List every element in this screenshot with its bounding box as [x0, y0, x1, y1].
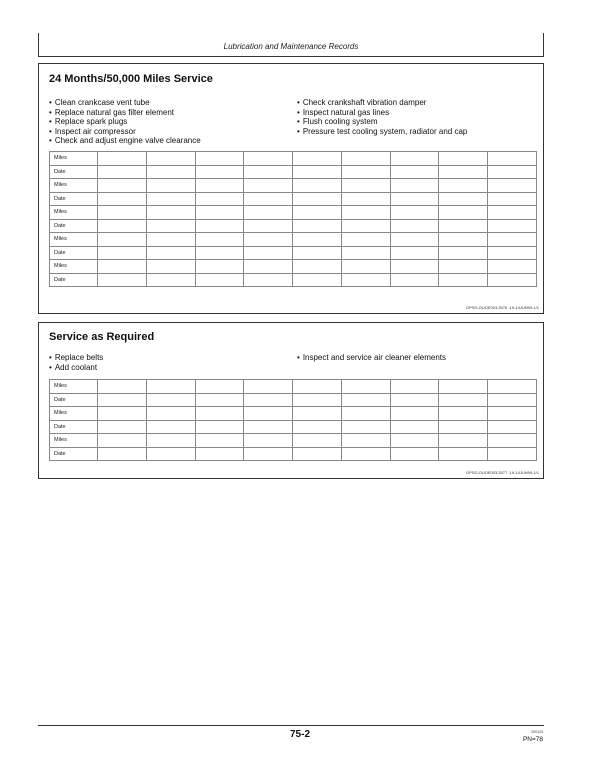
task-list-left [49, 353, 103, 372]
record-entry-cell [488, 192, 537, 206]
task-list-right [297, 98, 467, 136]
document-reference: DPSG,OUOE003,3577 -19-14JUN99-1/1 [466, 470, 539, 475]
record-entry-cell [98, 434, 147, 448]
record-entry-cell [244, 393, 293, 407]
record-entry-cell [195, 179, 244, 193]
record-entry-cell [390, 219, 439, 233]
record-entry-cell [341, 260, 390, 274]
record-entry-cell [488, 260, 537, 274]
record-entry-cell [488, 434, 537, 448]
record-entry-cell [390, 152, 439, 166]
page-header [38, 33, 544, 57]
record-entry-cell [293, 260, 342, 274]
record-entry-cell [390, 260, 439, 274]
task-list-right [297, 353, 446, 363]
record-entry-cell [293, 380, 342, 394]
record-entry-cell [98, 233, 147, 247]
row-label: Miles [50, 434, 98, 448]
record-entry-cell [195, 246, 244, 260]
record-entry-cell [439, 192, 488, 206]
record-entry-cell [390, 420, 439, 434]
record-entry-cell [341, 434, 390, 448]
service-section-as-required [38, 322, 544, 479]
table-row [50, 179, 537, 193]
footer-pn: PN=78 [522, 736, 543, 743]
record-entry-cell [341, 420, 390, 434]
record-entry-cell [488, 179, 537, 193]
table-row [50, 152, 537, 166]
row-label: Date [50, 273, 98, 287]
record-entry-cell [244, 380, 293, 394]
record-entry-cell [488, 246, 537, 260]
record-entry-cell [98, 152, 147, 166]
record-entry-cell [244, 219, 293, 233]
row-label: Miles [50, 233, 98, 247]
record-entry-cell [488, 447, 537, 461]
record-entry-cell [146, 165, 195, 179]
service-record-table [49, 379, 537, 461]
record-entry-cell [244, 233, 293, 247]
record-entry-cell [293, 407, 342, 421]
record-entry-cell [98, 179, 147, 193]
record-entry-cell [390, 393, 439, 407]
record-entry-cell [146, 179, 195, 193]
record-entry-cell [439, 206, 488, 220]
record-entry-cell [293, 447, 342, 461]
record-entry-cell [146, 219, 195, 233]
table-row [50, 434, 537, 448]
record-entry-cell [293, 219, 342, 233]
record-entry-cell [488, 420, 537, 434]
task-item: • Inspect natural gas lines [297, 108, 467, 118]
record-entry-cell [488, 206, 537, 220]
record-entry-cell [146, 393, 195, 407]
record-entry-cell [195, 152, 244, 166]
record-entry-cell [146, 233, 195, 247]
record-entry-cell [98, 246, 147, 260]
record-entry-cell [341, 165, 390, 179]
table-row [50, 165, 537, 179]
record-entry-cell [341, 447, 390, 461]
record-entry-cell [98, 192, 147, 206]
row-label: Miles [50, 206, 98, 220]
record-entry-cell [341, 407, 390, 421]
record-entry-cell [244, 407, 293, 421]
record-entry-cell [488, 407, 537, 421]
row-label: Miles [50, 380, 98, 394]
record-entry-cell [439, 407, 488, 421]
record-entry-cell [293, 246, 342, 260]
record-entry-cell [98, 260, 147, 274]
record-entry-cell [293, 152, 342, 166]
record-entry-cell [98, 407, 147, 421]
task-item: • Flush cooling system [297, 117, 467, 127]
table-row [50, 206, 537, 220]
record-entry-cell [341, 179, 390, 193]
record-entry-cell [146, 260, 195, 274]
record-entry-cell [439, 434, 488, 448]
record-entry-cell [195, 420, 244, 434]
record-entry-cell [195, 192, 244, 206]
record-entry-cell [488, 393, 537, 407]
row-label: Miles [50, 407, 98, 421]
record-entry-cell [293, 179, 342, 193]
record-entry-cell [390, 380, 439, 394]
record-entry-cell [390, 179, 439, 193]
record-entry-cell [98, 219, 147, 233]
record-entry-cell [439, 219, 488, 233]
record-entry-cell [293, 233, 342, 247]
record-entry-cell [293, 273, 342, 287]
record-entry-cell [146, 192, 195, 206]
record-entry-cell [195, 233, 244, 247]
record-entry-cell [98, 165, 147, 179]
record-entry-cell [439, 260, 488, 274]
row-label: Date [50, 192, 98, 206]
record-entry-cell [98, 206, 147, 220]
task-item: • Replace natural gas filter element [49, 108, 201, 118]
task-item: • Inspect air compressor [49, 127, 201, 137]
section-title: Service as Required [49, 331, 155, 343]
row-label: Miles [50, 179, 98, 193]
record-entry-cell [146, 273, 195, 287]
record-entry-cell [244, 260, 293, 274]
record-entry-cell [146, 206, 195, 220]
record-entry-cell [244, 246, 293, 260]
record-entry-cell [341, 273, 390, 287]
task-item: • Inspect and service air cleaner elements [297, 353, 446, 363]
row-label: Date [50, 246, 98, 260]
record-entry-cell [341, 393, 390, 407]
record-entry-cell [439, 380, 488, 394]
table-row [50, 233, 537, 247]
record-entry-cell [98, 273, 147, 287]
record-entry-cell [195, 206, 244, 220]
record-entry-cell [293, 434, 342, 448]
task-list-left [49, 98, 201, 146]
table-row [50, 447, 537, 461]
row-label: Date [50, 420, 98, 434]
record-entry-cell [146, 420, 195, 434]
row-label: Miles [50, 260, 98, 274]
record-entry-cell [293, 420, 342, 434]
record-entry-cell [244, 152, 293, 166]
row-label: Miles [50, 152, 98, 166]
record-entry-cell [390, 206, 439, 220]
service-section-24-months [38, 63, 544, 314]
row-label: Date [50, 393, 98, 407]
service-record-table [49, 151, 537, 287]
record-entry-cell [390, 246, 439, 260]
record-entry-cell [146, 152, 195, 166]
record-entry-cell [98, 447, 147, 461]
table-row [50, 393, 537, 407]
task-item: • Replace belts [49, 353, 103, 363]
record-entry-cell [195, 393, 244, 407]
task-item: • Clean crankcase vent tube [49, 98, 201, 108]
record-entry-cell [439, 165, 488, 179]
task-item: • Pressure test cooling system, radiator and cap [297, 127, 467, 137]
record-entry-cell [195, 380, 244, 394]
record-entry-cell [341, 206, 390, 220]
task-item: • Add coolant [49, 363, 103, 373]
record-entry-cell [439, 246, 488, 260]
record-entry-cell [293, 192, 342, 206]
record-entry-cell [341, 219, 390, 233]
record-entry-cell [98, 380, 147, 394]
record-entry-cell [244, 420, 293, 434]
record-entry-cell [390, 273, 439, 287]
record-entry-cell [341, 246, 390, 260]
record-entry-cell [488, 152, 537, 166]
record-entry-cell [195, 434, 244, 448]
record-entry-cell [244, 165, 293, 179]
task-item: • Check and adjust engine valve clearance [49, 136, 201, 146]
table-row [50, 380, 537, 394]
record-entry-cell [146, 434, 195, 448]
record-entry-cell [439, 447, 488, 461]
table-row [50, 273, 537, 287]
footer-divider [38, 725, 544, 726]
record-entry-cell [244, 273, 293, 287]
header-title: Lubrication and Maintenance Records [223, 42, 359, 51]
record-entry-cell [439, 179, 488, 193]
record-entry-cell [146, 380, 195, 394]
record-entry-cell [341, 192, 390, 206]
record-entry-cell [244, 447, 293, 461]
section-title: 24 Months/50,000 Miles Service [49, 73, 213, 85]
record-entry-cell [390, 233, 439, 247]
record-entry-cell [195, 447, 244, 461]
row-label: Date [50, 447, 98, 461]
record-entry-cell [390, 407, 439, 421]
task-item: • Check crankshaft vibration damper [297, 98, 467, 108]
record-entry-cell [195, 260, 244, 274]
record-entry-cell [390, 165, 439, 179]
row-label: Date [50, 219, 98, 233]
page-number: 75-2 [289, 729, 310, 740]
record-entry-cell [244, 206, 293, 220]
record-entry-cell [195, 407, 244, 421]
record-entry-cell [146, 407, 195, 421]
record-entry-cell [488, 273, 537, 287]
record-entry-cell [390, 192, 439, 206]
record-entry-cell [146, 246, 195, 260]
task-item: • Replace spark plugs [49, 117, 201, 127]
record-entry-cell [293, 165, 342, 179]
record-entry-cell [439, 233, 488, 247]
record-entry-cell [390, 434, 439, 448]
footer-code: 000123 [531, 730, 543, 734]
table-row [50, 407, 537, 421]
record-entry-cell [439, 273, 488, 287]
record-entry-cell [293, 206, 342, 220]
row-label: Date [50, 165, 98, 179]
record-entry-cell [488, 380, 537, 394]
table-row [50, 420, 537, 434]
record-entry-cell [195, 165, 244, 179]
record-entry-cell [244, 192, 293, 206]
record-entry-cell [98, 393, 147, 407]
record-entry-cell [439, 420, 488, 434]
record-entry-cell [390, 447, 439, 461]
record-entry-cell [488, 165, 537, 179]
record-entry-cell [488, 233, 537, 247]
document-reference: DPSG,OUOE003,3576 -19-14JUN99-1/1 [466, 305, 539, 310]
record-entry-cell [439, 152, 488, 166]
record-entry-cell [293, 393, 342, 407]
table-row [50, 246, 537, 260]
record-entry-cell [439, 393, 488, 407]
record-entry-cell [341, 380, 390, 394]
record-entry-cell [98, 420, 147, 434]
record-entry-cell [341, 152, 390, 166]
record-entry-cell [195, 273, 244, 287]
table-row [50, 260, 537, 274]
record-entry-cell [244, 179, 293, 193]
record-entry-cell [488, 219, 537, 233]
record-entry-cell [195, 219, 244, 233]
table-row [50, 192, 537, 206]
record-entry-cell [341, 233, 390, 247]
table-row [50, 219, 537, 233]
record-entry-cell [146, 447, 195, 461]
record-entry-cell [244, 434, 293, 448]
